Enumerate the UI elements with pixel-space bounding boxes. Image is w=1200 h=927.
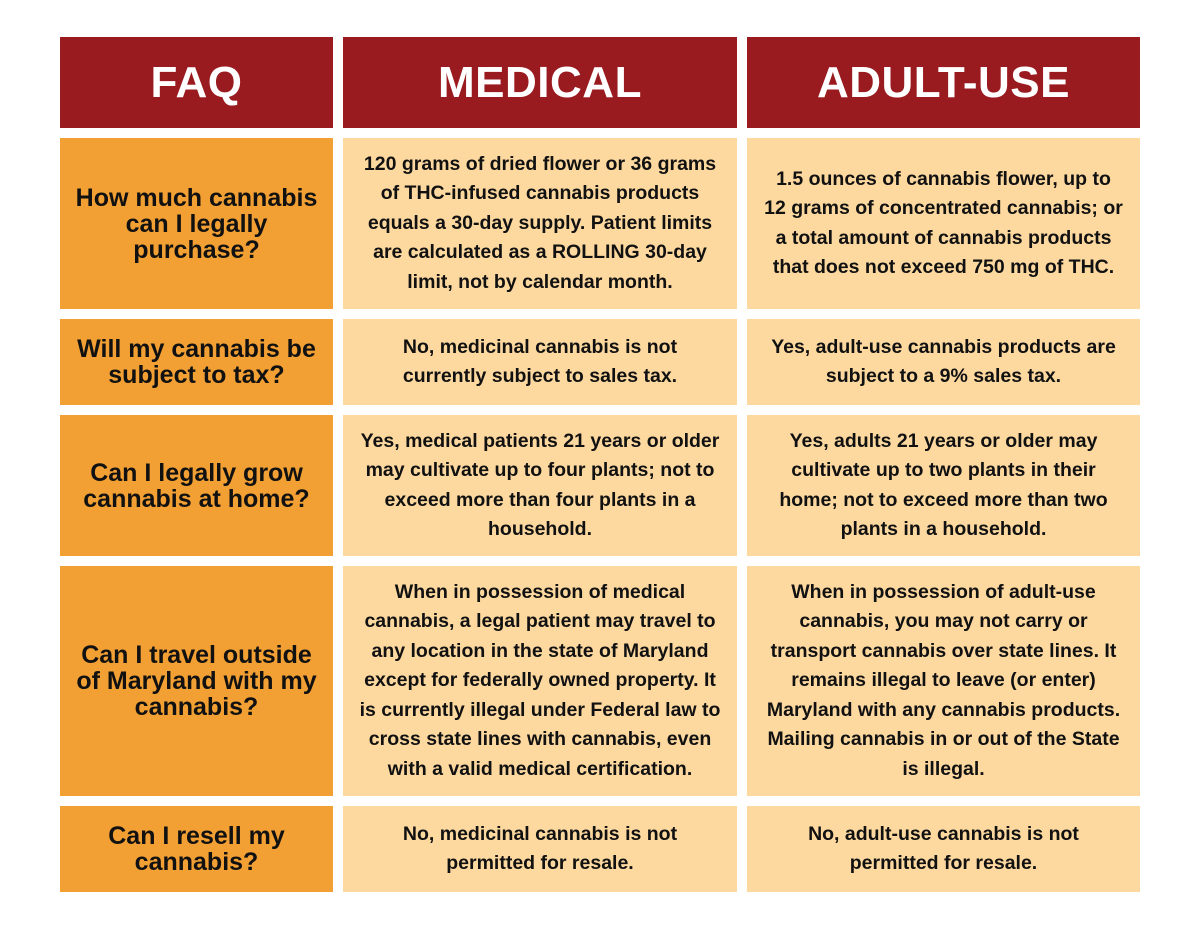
question-resale: Can I resell my cannabis? <box>60 806 333 892</box>
header-adult-use: ADULT-USE <box>747 37 1140 128</box>
question-home-grow: Can I legally grow cannabis at home? <box>60 415 333 556</box>
question-travel: Can I travel outside of Maryland with my cannabis? <box>60 566 333 796</box>
question-tax: Will my cannabis be subject to tax? <box>60 319 333 405</box>
answer-adult-use-tax: Yes, adult-use cannabis products are subject to a 9% sales tax. <box>747 319 1140 405</box>
answer-medical-travel: When in possession of medical cannabis, a legal patient may travel to any location in the state of Maryland except for federally owned property. It is currently illegal under Federal law to cross state lines with cannabis, even with a valid medical certification. <box>343 566 737 796</box>
answer-adult-use-travel: When in possession of adult-use cannabis, you may not carry or transport cannabis over state lines. It remains illegal to leave (or enter) Maryland with any cannabis products. Mailing cannabis in or out of the State is illegal. <box>747 566 1140 796</box>
faq-comparison-table <box>60 37 1140 892</box>
answer-medical-purchase-limit: 120 grams of dried flower or 36 grams of THC-infused cannabis products equals a 30-day supply. Patient limits are calculated as a ROLLING 30-day limit, not by calendar month. <box>343 138 737 309</box>
answer-medical-tax: No, medicinal cannabis is not currently subject to sales tax. <box>343 319 737 405</box>
answer-adult-use-purchase-limit: 1.5 ounces of cannabis flower, up to 12 grams of concentrated cannabis; or a total amount of cannabis products that does not exceed 750 mg of THC. <box>747 138 1140 309</box>
question-purchase-limit: How much cannabis can I legally purchase? <box>60 138 333 309</box>
header-faq: FAQ <box>60 37 333 128</box>
answer-medical-home-grow: Yes, medical patients 21 years or older may cultivate up to four plants; not to exceed more than four plants in a household. <box>343 415 737 556</box>
answer-adult-use-resale: No, adult-use cannabis is not permitted for resale. <box>747 806 1140 892</box>
header-medical: MEDICAL <box>343 37 737 128</box>
answer-adult-use-home-grow: Yes, adults 21 years or older may cultivate up to two plants in their home; not to exceed more than two plants in a household. <box>747 415 1140 556</box>
answer-medical-resale: No, medicinal cannabis is not permitted for resale. <box>343 806 737 892</box>
